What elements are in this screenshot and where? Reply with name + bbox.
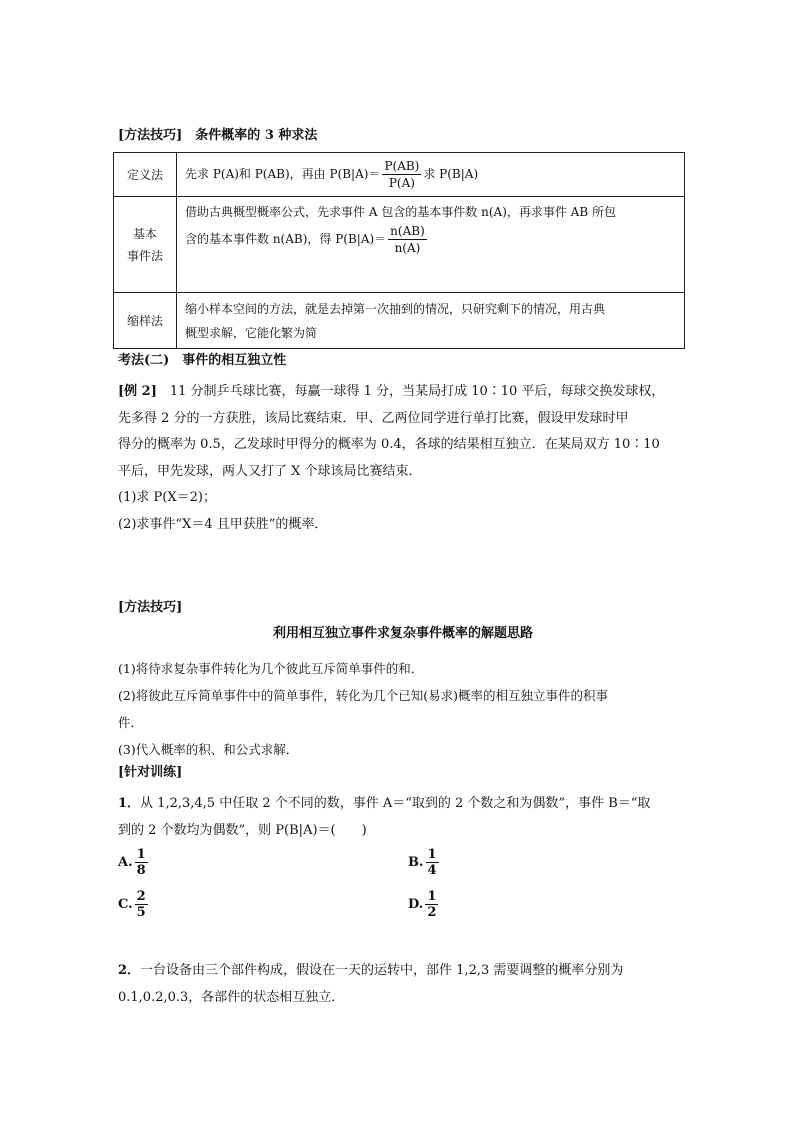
table-row	[114, 293, 685, 349]
question-2: 2．一台设备由三个部件构成，假设在一天的运转中，部件 1,2,3 需要调整的概率分别为 0.1,0.2,0.3，各部件的状态相互独立．	[118, 963, 624, 1005]
method-tip-heading: [方法技巧]	[118, 600, 183, 615]
method-description: 先求 P(A)和 P(AB)，再由 P(B|A)＝ $\frac{P(AB)}{P(A)}$ 求 P(B|A)	[177, 153, 685, 197]
question-1: 1．从 1,2,3,4,5 中任取 2 个不同的数，事件 A＝“取到的 2 个数之和为偶数”，事件 B＝“取 到的 2 个数均为偶数”，则 P(B|A)＝( )	[118, 796, 651, 838]
fraction: $\frac{n(AB)}{n(A)}$	[390, 224, 425, 255]
method-table	[113, 152, 685, 349]
method-tip-title: 利用相互独立事件求复杂事件概率的解题思路	[272, 626, 533, 641]
method-name: 定义法	[114, 153, 177, 197]
method-name: 缩样法	[114, 293, 177, 349]
option-d[interactable]: D. $\frac{1}{2}$	[408, 889, 437, 920]
example-2: [例 2] 11 分制乒乓球比赛，每赢一球得 1 分，当某局打成 10∶10 平后，每球交换发球权， 先多得 2 分的一方获胜，该局比赛结束．甲、乙两位同学进行单打比赛，假设甲发球时甲 得分的概率为 0.5，乙发球时甲得分的概率为 0.4，各球的结果相互独立．在某局双方 10∶10 平后，甲先发球，两人又打了 X 个球该局比赛结束． (1)求 P(X＝2)； (2)求事件“X＝4 且甲获胜”的概率．	[118, 384, 665, 532]
method-tip-heading: [方法技巧] 条件概率的 3 种求法	[118, 128, 318, 143]
method-steps: (1)将待求复杂事件转化为几个彼此互斥简单事件的和． (2)将彼此互斥简单事件中的简单事件，转化为几个已知(易求)概率的相互独立事件的积事 件． (3)代入概率的积、和公式求解．	[118, 661, 608, 757]
method-name: 基本 事件法	[114, 197, 177, 293]
option-b[interactable]: B. $\frac{1}{4}$	[408, 847, 437, 878]
section-heading: 考法(二) 事件的相互独立性	[118, 353, 287, 368]
method-description: 缩小样本空间的方法，就是去掉第一次抽到的情况，只研究剩下的情况，用古典 概型求解，它能化繁为简	[177, 293, 685, 349]
fraction: $\frac{2}{5}$	[136, 889, 146, 920]
method-description: 借助古典概型概率公式，先求事件 A 包含的基本事件数 n(A)，再求事件 AB 所包 含的基本事件数 n(AB)，得 P(B|A)＝ $\frac{n(AB)}{n(A)}$	[177, 197, 685, 293]
fraction: $\frac{1}{2}$	[427, 889, 437, 920]
table-row	[114, 197, 685, 293]
option-a[interactable]: A. $\frac{1}{8}$	[118, 847, 146, 878]
table-row	[114, 153, 685, 197]
fraction: $\frac{1}{8}$	[136, 847, 146, 878]
option-c[interactable]: C. $\frac{2}{5}$	[118, 889, 146, 920]
training-heading: [针对训练]	[118, 765, 183, 780]
fraction: $\frac{1}{4}$	[427, 847, 437, 878]
fraction: $\frac{P(AB)}{P(A)}$	[384, 159, 420, 190]
